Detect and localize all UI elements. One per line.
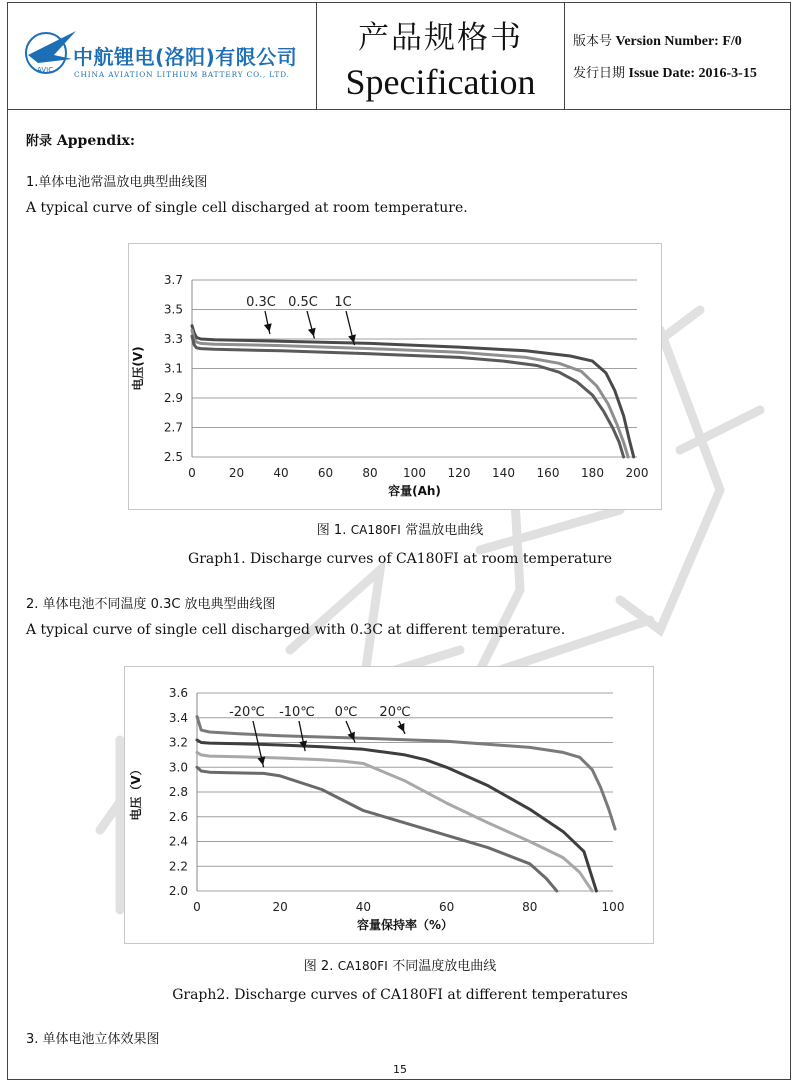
version-line <box>573 30 790 50</box>
y-tick-label: 2.2 <box>168 859 188 874</box>
chart2-discharge-temperatures <box>124 666 652 942</box>
x-tick-label: 0 <box>193 900 201 914</box>
y-tick-label: 2.4 <box>168 834 188 849</box>
document-header <box>7 2 791 110</box>
issue-date-line <box>573 62 790 82</box>
chart1-discharge-room-temp <box>128 243 660 508</box>
company-name-cn: 中航锂电(洛阳)有限公司 <box>73 45 298 69</box>
annotation-label: -10℃ <box>279 705 315 720</box>
figure1-caption-en: Graph1. Discharge curves of CA180FⅠ at room temperature <box>188 551 612 567</box>
y-tick-label: 3.3 <box>163 332 183 346</box>
section2-title-en: A typical curve of single cell discharged with 0.3C at different temperature. <box>26 622 566 638</box>
x-tick-label: 140 <box>492 466 515 480</box>
x-tick-label: 60 <box>317 466 334 480</box>
x-tick-label: 40 <box>355 900 372 914</box>
y-tick-label: 3.1 <box>163 361 183 376</box>
figure2-caption-model: CA180FⅠ <box>337 959 388 973</box>
meta-cell <box>565 3 790 109</box>
y-tick-label: 3.6 <box>168 686 188 700</box>
logo-badge-text: AVIC <box>37 66 54 74</box>
x-tick-label: 100 <box>403 466 426 480</box>
annotation-label: 0.5C <box>288 295 318 310</box>
x-tick-label: 200 <box>625 466 649 480</box>
appendix-heading <box>26 130 135 149</box>
x-tick-label: 180 <box>581 466 604 480</box>
y-tick-label: 3.4 <box>168 710 188 725</box>
y-tick-label: 2.0 <box>168 884 188 898</box>
y-axis-label: 电压(V) <box>131 346 145 391</box>
x-axis-label: 容量保持率（%） <box>356 918 454 932</box>
figure2-caption-prefix: 图 2. <box>303 959 334 974</box>
x-tick-label: 160 <box>536 466 560 480</box>
avic-wing-icon <box>24 25 78 79</box>
appendix-heading-en: Appendix: <box>56 133 136 149</box>
annotation-arrowhead <box>308 328 316 337</box>
y-axis-label: 电压（V） <box>129 763 143 821</box>
figure1-caption-cn <box>0 519 800 538</box>
logo-cell <box>8 3 317 109</box>
appendix-heading-cn: 附录 <box>26 134 53 149</box>
x-tick-label: 20 <box>272 900 288 914</box>
figure1-caption-suffix: 常温放电曲线 <box>405 523 484 538</box>
company-name-en: CHINA AVIATION LITHIUM BATTERY CO., LTD. <box>74 70 290 79</box>
section1-title-en: A typical curve of single cell discharged at room temperature. <box>26 200 468 216</box>
version-label-en: Version Number: <box>615 34 719 49</box>
x-tick-label: 0 <box>188 466 196 480</box>
y-tick-label: 3.5 <box>163 302 183 317</box>
x-tick-label: 80 <box>522 900 538 914</box>
y-tick-label: 2.7 <box>163 420 183 435</box>
annotation-label: 20℃ <box>379 705 411 720</box>
date-label-cn: 发行日期 <box>573 66 626 81</box>
y-tick-label: 3.7 <box>163 273 183 287</box>
version-value: F/0 <box>722 34 742 49</box>
annotation-arrowhead <box>264 323 272 332</box>
annotation-label: -20℃ <box>229 705 265 720</box>
company-logo <box>24 25 306 89</box>
x-tick-label: 60 <box>438 900 455 914</box>
x-tick-label: 80 <box>362 466 378 480</box>
section2-title-cn-text: 2. 单体电池不同温度 0.3C 放电典型曲线图 <box>26 597 276 612</box>
page-number: 15 <box>393 1063 407 1076</box>
figure2-caption-cn <box>0 955 800 974</box>
figure2-caption-en: Graph2. Discharge curves of CA180FⅠ at different temperatures <box>172 987 628 1003</box>
series-group <box>192 326 634 457</box>
y-tick-label: 3.2 <box>168 735 188 750</box>
annotation-label: 0℃ <box>334 705 358 720</box>
annotation-label: 1C <box>334 295 352 310</box>
figure1-caption-model: CA180FⅠ <box>350 523 401 537</box>
title-cell <box>317 3 565 109</box>
section3-title-cn-text: 3. 单体电池立体效果图 <box>26 1032 160 1047</box>
section1-title-cn-text: 1.单体电池常温放电典型曲线图 <box>26 175 208 190</box>
x-axis-label: 容量(Ah) <box>388 484 441 498</box>
y-tick-label: 2.8 <box>168 785 188 799</box>
x-tick-label: 100 <box>601 900 625 914</box>
section3-title-cn <box>26 1028 160 1047</box>
y-tick-label: 3.0 <box>168 760 188 775</box>
x-tick-label: 20 <box>228 466 245 480</box>
y-tick-label: 2.9 <box>163 391 183 405</box>
date-value: 2016-3-15 <box>698 66 757 81</box>
annotation-label: 0.3C <box>246 295 276 310</box>
document-title-cn: 产品规格书 <box>358 19 523 56</box>
document-title-en: Specification <box>345 61 536 102</box>
y-tick-label: 2.6 <box>168 809 188 824</box>
figure1-caption-prefix: 图 1. <box>316 523 347 538</box>
version-label-cn: 版本号 <box>573 34 613 49</box>
y-tick-label: 2.5 <box>163 450 183 464</box>
section2-title-cn <box>26 593 276 612</box>
x-tick-label: 120 <box>447 466 471 480</box>
figure2-caption-suffix: 不同温度放电曲线 <box>392 959 497 974</box>
x-tick-label: 40 <box>273 466 289 480</box>
date-label-en: Issue Date: <box>628 66 696 81</box>
section1-title-cn <box>26 171 207 190</box>
